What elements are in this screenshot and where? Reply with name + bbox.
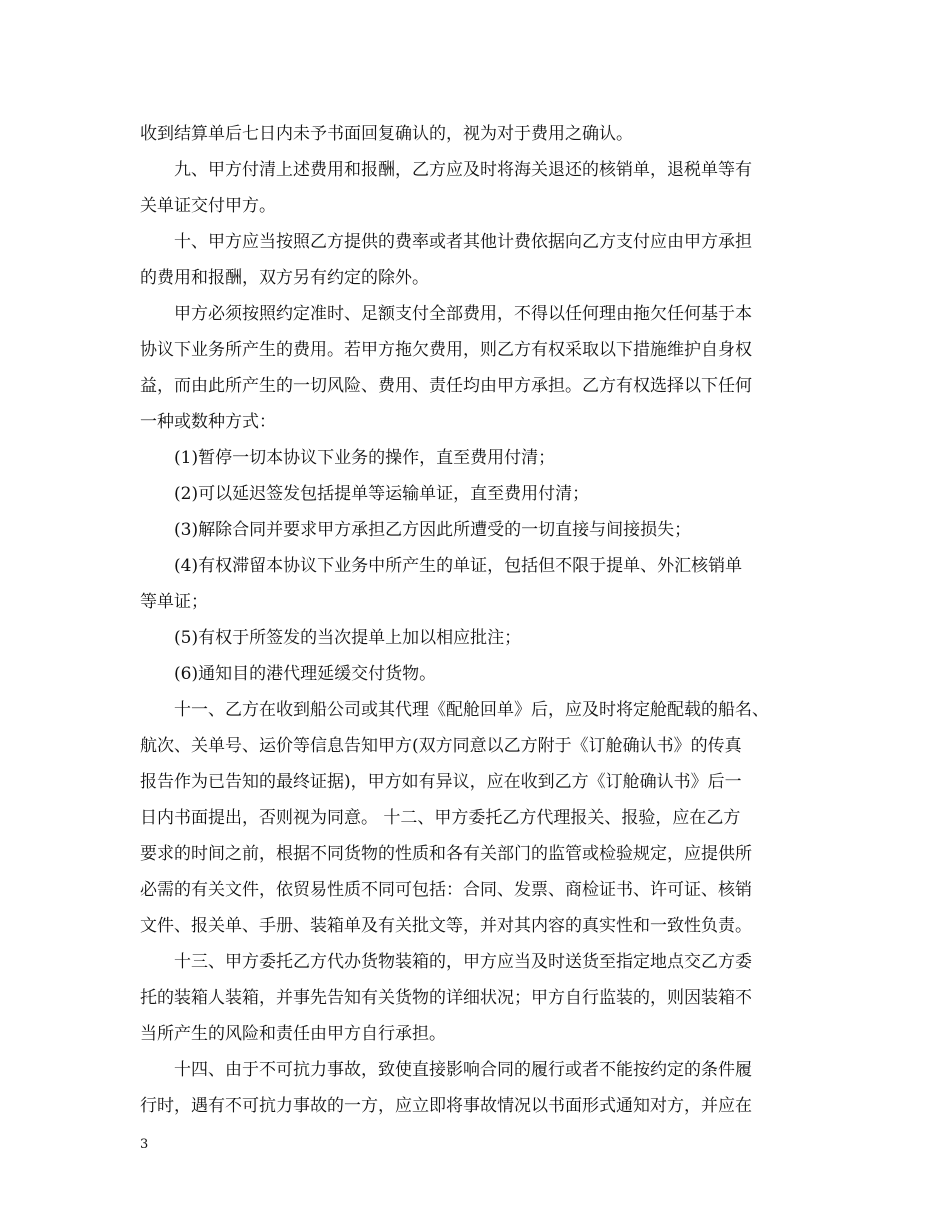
text-line: 的费用和报酬，双方另有约定的除外。: [140, 268, 429, 288]
text-line: 日内书面提出，否则视为同意。 十二、甲方委托乙方代理报关、报验，应在乙方: [140, 808, 741, 828]
text-line: 航次、关单号、运价等信息告知甲方(双方同意以乙方附于《订舱确认书》的传真: [140, 736, 742, 756]
list-item: (5)有权于所签发的当次提单上加以相应批注；: [174, 628, 522, 648]
text-line: 关单证交付甲方。: [140, 196, 276, 216]
text-line: 要求的时间之前，根据不同货物的性质和各有关部门的监管或检验规定，应提供所: [140, 844, 752, 864]
list-item: (4)有权滞留本协议下业务中所产生的单证，包括但不限于提单、外汇核销单: [174, 556, 743, 576]
text-line: 协议下业务所产生的费用。若甲方拖欠费用，则乙方有权采取以下措施维护自身权: [140, 340, 752, 360]
text-line: 文件、报关单、手册、装箱单及有关批文等，并对其内容的真实性和一致性负责。: [140, 916, 752, 936]
text-line: 托的装箱人装箱，并事先告知有关货物的详细状况；甲方自行监装的，则因装箱不: [140, 988, 752, 1008]
text-line: 收到结算单后七日内未予书面回复确认的，视为对于费用之确认。: [140, 124, 633, 144]
text-line: 十、甲方应当按照乙方提供的费率或者其他计费依据向乙方支付应由甲方承担: [174, 232, 752, 252]
text-line: 报告作为已告知的最终证据)，甲方如有异议，应在收到乙方《订舱确认书》后一: [140, 772, 742, 792]
text-line: 行时，遇有不可抗力事故的一方，应立即将事故情况以书面形式通知对方，并应在: [140, 1096, 752, 1116]
list-item: (1)暂停一切本协议下业务的操作，直至费用付清；: [174, 448, 556, 468]
list-item: (6)通知目的港代理延缓交付货物。: [174, 664, 437, 684]
list-item: (2)可以延迟签发包括提单等运输单证，直至费用付清；: [174, 484, 590, 504]
text-line: 一种或数种方式：: [140, 412, 276, 432]
text-line: 必需的有关文件，依贸易性质不同可包括：合同、发票、商检证书、许可证、核销: [140, 880, 752, 900]
text-line: 九、甲方付清上述费用和报酬，乙方应及时将海关退还的核销单，退税单等有: [174, 160, 752, 180]
document-body: [140, 116, 840, 1124]
list-item: (3)解除合同并要求甲方承担乙方因此所遭受的一切直接与间接损失；: [174, 520, 692, 540]
text-line: 益，而由此所产生的一切风险、费用、责任均由甲方承担。乙方有权选择以下任何: [140, 376, 752, 396]
text-line: 等单证；: [140, 592, 208, 612]
text-line: 十三、甲方委托乙方代办货物装箱的，甲方应当及时送货至指定地点交乙方委: [174, 952, 752, 972]
text-line: 十一、乙方在收到船公司或其代理《配舱回单》后，应及时将定舱配载的船名、: [174, 700, 769, 720]
text-line: 当所产生的风险和责任由甲方自行承担。: [140, 1024, 446, 1044]
page-number: 3: [140, 1137, 149, 1152]
text-line: 甲方必须按照约定准时、足额支付全部费用，不得以任何理由拖欠任何基于本: [174, 304, 752, 324]
text-line: 十四、由于不可抗力事故，致使直接影响合同的履行或者不能按约定的条件履: [174, 1060, 752, 1080]
